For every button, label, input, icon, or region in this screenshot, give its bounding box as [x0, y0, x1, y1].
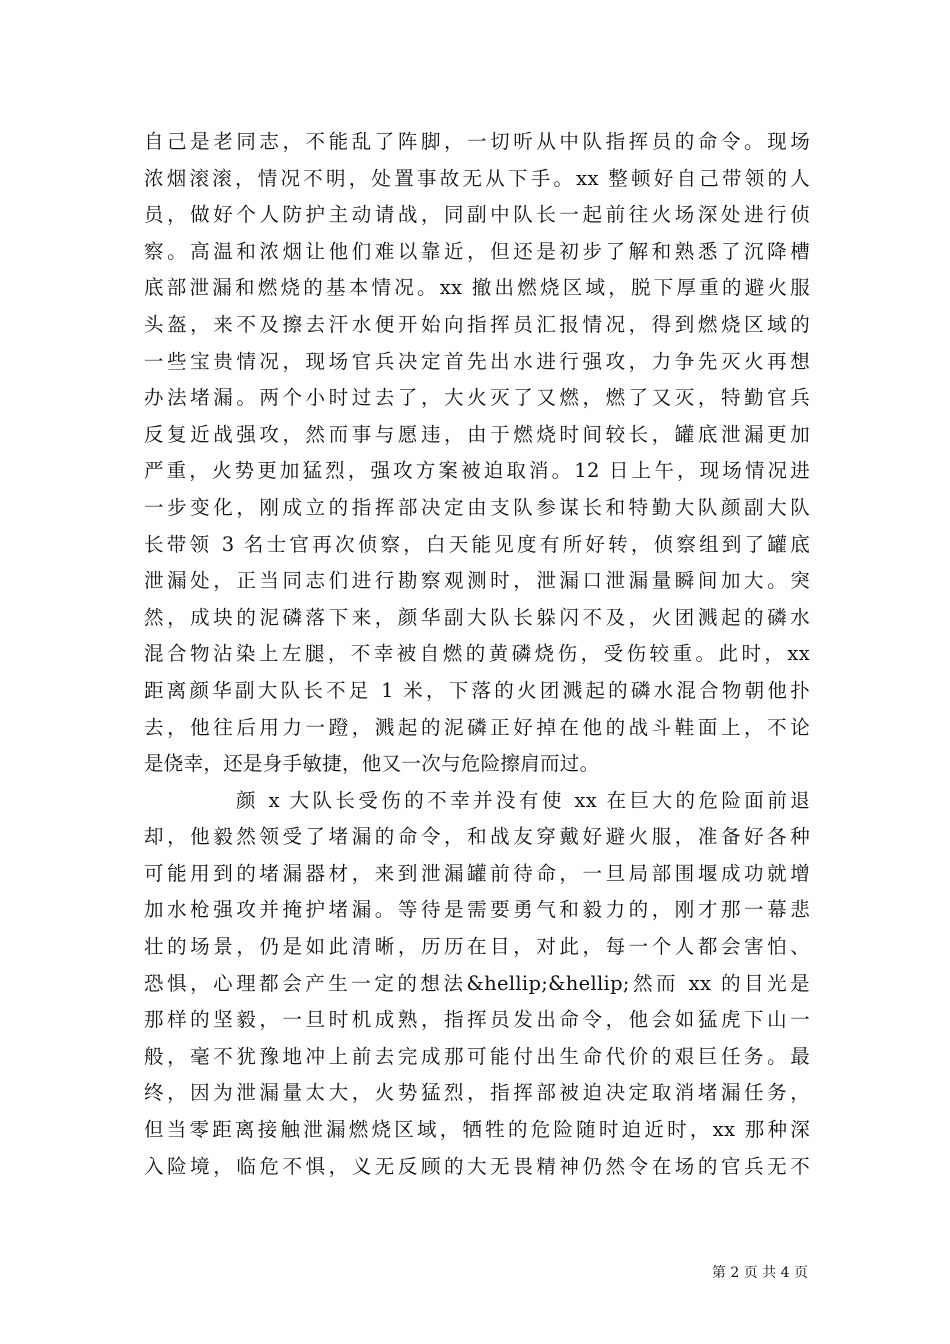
text-line: 距离颜华副大队长不足 1 米，下落的火团溅起的磷水混合物朝他扑 — [144, 678, 810, 702]
text-line: 却，他毅然领受了堵漏的命令，和战友穿戴好避火服，准备好各种 — [144, 825, 810, 849]
text-line: 加水枪强攻并掩护堵漏。等待是需要勇气和毅力的，刚才那一幕悲 — [144, 898, 810, 922]
text-line: 去，他往后用力一蹬，溅起的泥磷正好掉在他的战斗鞋面上，不论 — [144, 715, 810, 739]
text-line: 入险境，临危不惧，义无反顾的大无畏精神仍然令在场的官兵无不 — [144, 1154, 810, 1178]
text-line: 自己是老同志，不能乱了阵脚，一切听从中队指挥员的命令。现场 — [144, 130, 810, 153]
text-line: 终，因为泄漏量太大，火势猛烈，指挥部被迫决定取消堵漏任务， — [144, 1081, 810, 1105]
body-text — [144, 124, 810, 1185]
text-line: 一步变化，刚成立的指挥部决定由支队参谋长和特勤大队颜副大队 — [144, 495, 810, 519]
paragraph-start-line: 颜 x 大队长受伤的不幸并没有使 xx 在巨大的危险面前退 — [236, 788, 810, 812]
text-line: 严重，火势更加猛烈，强攻方案被迫取消。12 日上午，现场情况进 — [144, 459, 810, 483]
text-line: 浓烟滚滚，情况不明，处置事故无从下手。xx 整顿好自己带领的人 — [144, 166, 810, 190]
text-line: 头盔，来不及擦去汗水便开始向指挥员汇报情况，得到燃烧区域的 — [144, 312, 810, 336]
text-line: 混合物沾染上左腿，不幸被自燃的黄磷烧伤，受伤较重。此时，xx — [144, 642, 810, 666]
text-line: 一些宝贵情况，现场官兵决定首先出水进行强攻，力争先灭火再想 — [144, 349, 810, 373]
text-line: 是侥幸，还是身手敏捷，他又一次与危险擦肩而过。 — [144, 752, 600, 776]
text-line: 察。高温和浓烟让他们难以靠近，但还是初步了解和熟悉了沉降槽 — [144, 239, 810, 263]
text-line: 壮的场景，仍是如此清晰，历历在目，对此，每一个人都会害怕、 — [144, 935, 810, 959]
text-line: 反复近战强攻，然而事与愿违，由于燃烧时间较长，罐底泄漏更加 — [144, 422, 810, 446]
text-line: 办法堵漏。两个小时过去了，大火灭了又燃，燃了又灭，特勤官兵 — [144, 386, 810, 410]
text-line: 长带领 3 名士官再次侦察，白天能见度有所好转，侦察组到了罐底 — [144, 532, 810, 556]
page-number-footer: 第 2 页 共 4 页 — [711, 1265, 808, 1281]
text-line: 然，成块的泥磷落下来，颜华副大队长躲闪不及，火团溅起的磷水 — [144, 605, 810, 629]
text-line: 但当零距离接触泄漏燃烧区域，牺牲的危险随时迫近时，xx 那种深 — [144, 1118, 810, 1142]
text-line: 般，毫不犹豫地冲上前去完成那可能付出生命代价的艰巨任务。最 — [144, 1044, 810, 1068]
text-line: 底部泄漏和燃烧的基本情况。xx 撤出燃烧区域，脱下厚重的避火服 — [144, 276, 810, 300]
text-line: 恐惧，心理都会产生一定的想法&hellip;&hellip;然而 xx 的目光是 — [144, 971, 810, 995]
text-line: 可能用到的堵漏器材，来到泄漏罐前待命，一旦局部围堰成功就增 — [144, 861, 810, 885]
text-line: 员，做好个人防护主动请战，同副中队长一起前往火场深处进行侦 — [144, 203, 810, 227]
text-line: 泄漏处，正当同志们进行勘察观测时，泄漏口泄漏量瞬间加大。突 — [144, 569, 810, 593]
text-line: 那样的坚毅，一旦时机成熟，指挥员发出命令，他会如猛虎下山一 — [144, 1008, 810, 1032]
